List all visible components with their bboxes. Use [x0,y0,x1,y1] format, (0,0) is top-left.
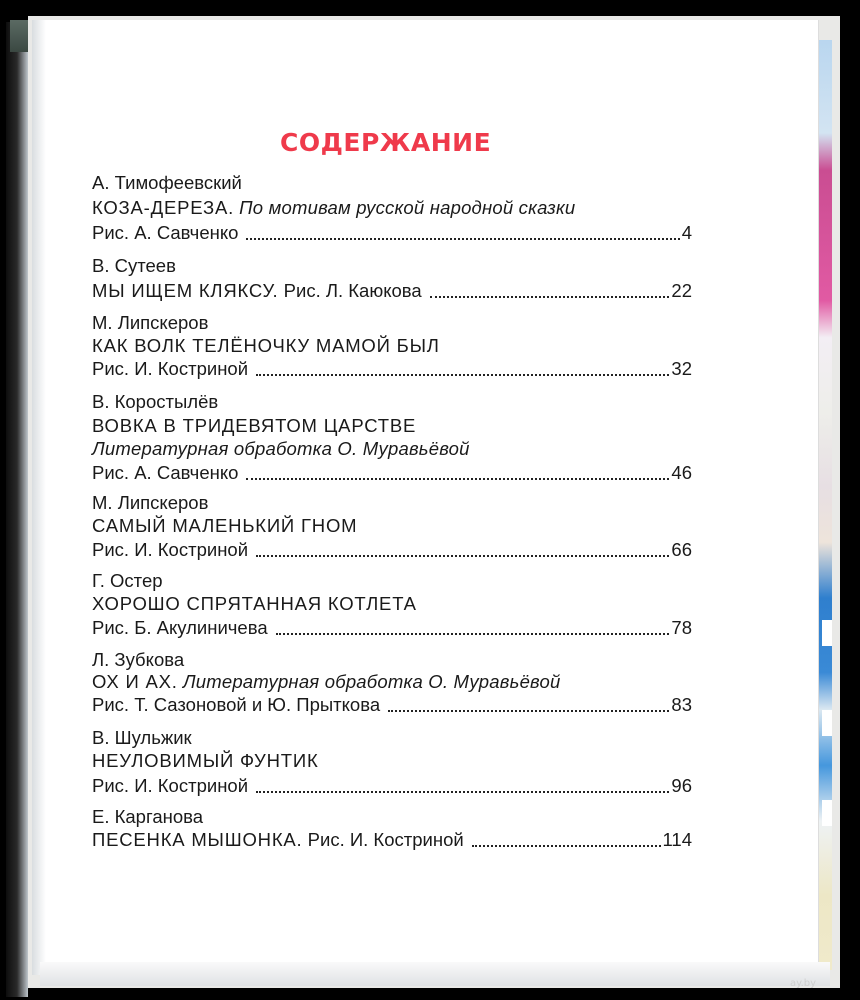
toc-page-number: 46 [671,462,692,483]
toc-title: ПЕСЕНКА МЫШОНКА. [92,829,303,850]
toc-subtitle: Литературная обработка О. Муравьёвой [92,438,470,459]
toc-illustrator: Рис. И. Костриной [92,775,249,796]
watermark: ay.by [790,978,817,989]
toc-illustrator: Рис. Т. Сазоновой и Ю. Прыткова [92,694,381,715]
dot-leader [388,710,669,712]
page-bottom-edge [40,962,830,986]
toc-page-number: 22 [671,280,692,301]
toc-title-line [92,195,692,221]
toc-subtitle: Литературная обработка О. Муравьёвой [182,671,561,692]
toc-entry-link[interactable] [92,827,692,853]
toc-title: КАК ВОЛК ТЕЛЁНОЧКУ МАМОЙ БЫЛ [92,335,440,356]
toc-author: А. Тимофеевский [92,172,242,193]
toc-author: В. Коростылёв [92,391,219,412]
dot-leader [246,238,679,240]
page-title: СОДЕРЖАНИЕ [280,128,492,157]
toc-entry-link[interactable] [92,278,692,304]
toc-illustrator: Рис. И. Костриной [92,358,249,379]
toc-page-number: 32 [671,358,692,379]
dot-leader [472,845,661,847]
dot-leader [430,296,670,298]
toc-entry-link[interactable] [92,773,692,799]
toc-author: Л. Зубкова [92,649,185,670]
toc-page-number: 114 [662,829,692,850]
toc-illustrator: Рис. Б. Акулиничева [92,617,268,638]
toc-title: МЫ ИЩЕМ КЛЯКСУ. [92,280,279,301]
toc-title: ХОРОШО СПРЯТАННАЯ КОТЛЕТА [92,593,417,614]
toc-illustrator: Рис. Л. Каюкова [283,280,422,301]
toc-illustrator: Рис. И. Костриной [307,829,464,850]
toc-page-number: 96 [671,775,692,796]
dot-leader [276,633,670,635]
toc-author: М. Липскеров [92,492,209,513]
toc-author: Е. Карганова [92,806,204,827]
toc-page-number: 4 [681,222,692,243]
toc-title: ВОВКА В ТРИДЕВЯТОМ ЦАРСТВЕ [92,415,417,436]
toc-illustrator: Рис. А. Савченко [92,462,239,483]
toc-title: ОХ И АХ. [92,671,178,692]
toc-illustrator: Рис. И. Костриной [92,539,249,560]
dot-leader [256,555,669,557]
toc-entry-link[interactable] [92,356,692,382]
toc-author: Г. Остер [92,570,163,591]
toc-entry-link[interactable] [92,537,692,563]
dot-leader [256,791,669,793]
book-left-edge [6,22,28,997]
toc-title: НЕУЛОВИМЫЙ ФУНТИК [92,750,319,771]
toc-page-number: 78 [671,617,692,638]
toc-subtitle: По мотивам русской народной сказки [239,197,576,218]
dot-leader [256,374,669,376]
toc-entry-link[interactable] [92,615,692,641]
toc-page-number: 83 [671,694,692,715]
toc-title: САМЫЙ МАЛЕНЬКИЙ ГНОМ [92,515,358,536]
cover-white-block [822,620,832,646]
toc-author: В. Шульжик [92,727,192,748]
toc-entry-link[interactable] [92,460,692,486]
toc-title: КОЗА-ДЕРЕЗА. [92,197,235,218]
cover-white-block [822,710,832,736]
page-gutter-shadow [32,20,46,975]
toc-entry-link[interactable] [92,692,692,718]
toc-entry-link[interactable] [92,220,692,246]
dot-leader [246,478,669,480]
toc-author: М. Липскеров [92,312,209,333]
cover-white-block [822,800,832,826]
toc-illustrator: Рис. А. Савченко [92,222,239,243]
toc-author: В. Сутеев [92,255,176,276]
toc-page-number: 66 [671,539,692,560]
